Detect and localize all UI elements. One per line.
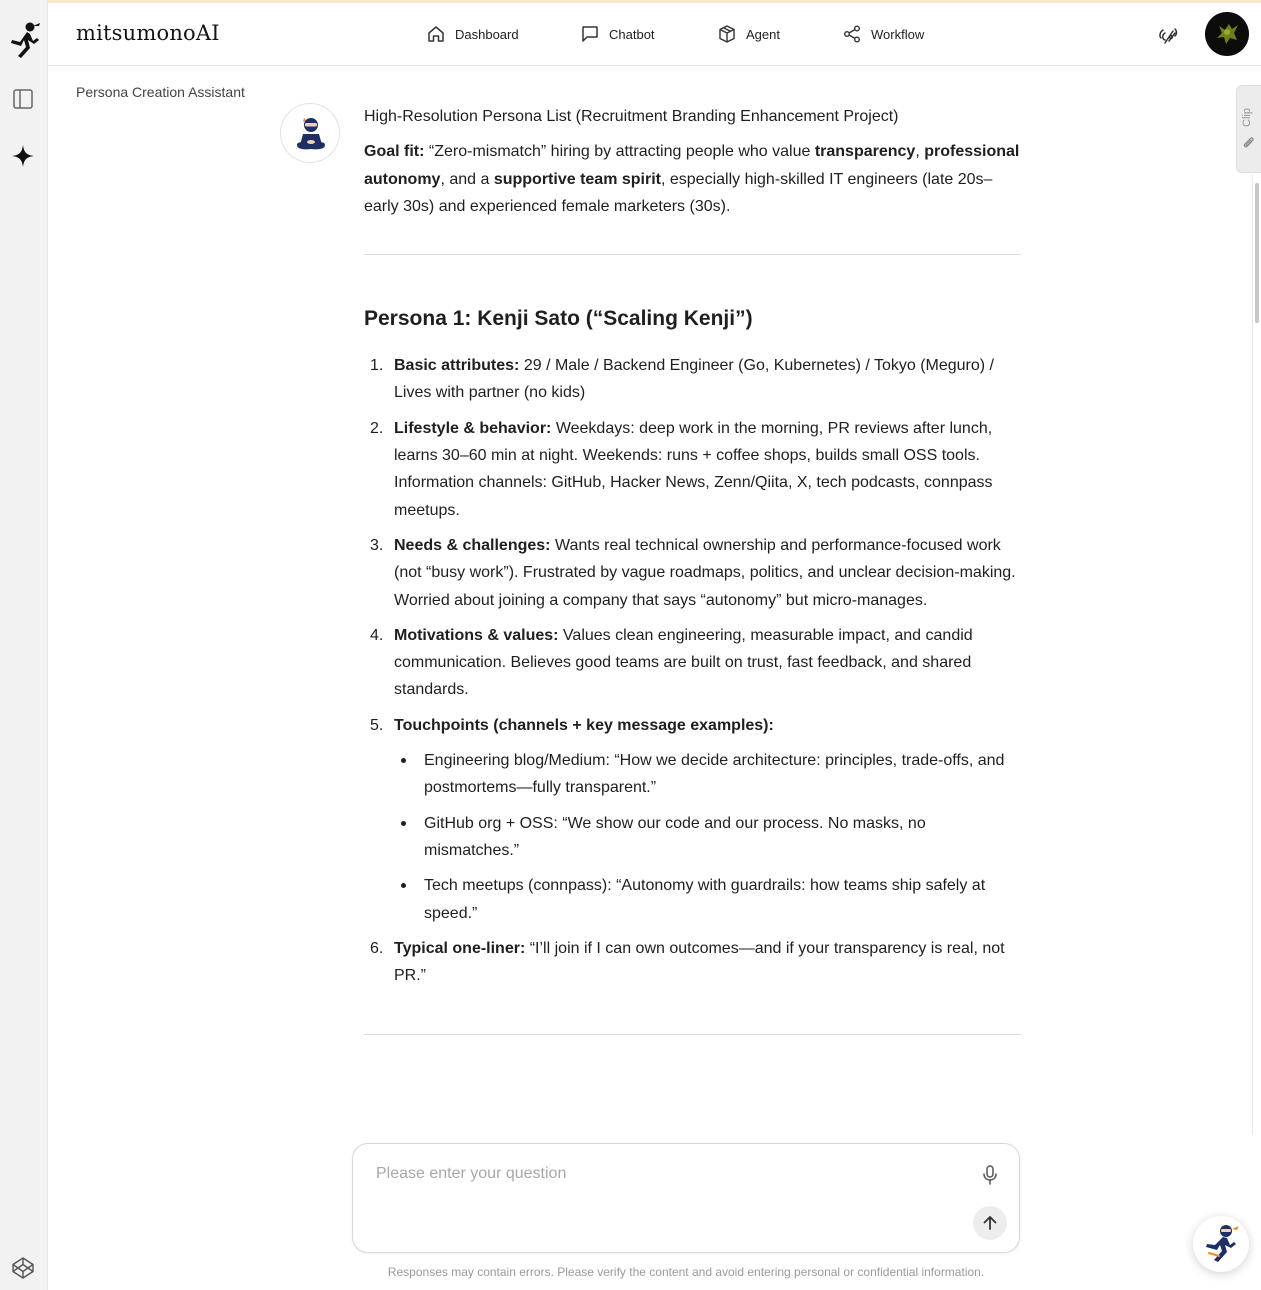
paperclip-icon <box>1242 136 1256 150</box>
divider <box>364 1034 1021 1035</box>
goal-fit-paragraph <box>364 138 1021 220</box>
goal-text-3: , and a <box>440 170 494 188</box>
list-number: 3. <box>370 536 384 554</box>
touchpoint-text: Engineering blog/Medium: “How we decide architecture: principles, trade-offs, and postmortems—fully transparent.” <box>424 752 1005 797</box>
touchpoint-text: Tech meetups (connpass): “Autonomy with guardrails: how teams ship safely at speed.” <box>424 877 986 922</box>
item-label: Needs & challenges: <box>394 536 551 554</box>
nav-chatbot-label: Chatbot <box>609 26 655 42</box>
item-label: Basic attributes: <box>394 357 520 375</box>
clip-label: Clip <box>1241 108 1253 127</box>
left-rail <box>0 0 48 1290</box>
scrollbar-thumb[interactable] <box>1255 183 1259 323</box>
item-label: Touchpoints (channels + key message examples): <box>394 716 774 734</box>
nav-workflow[interactable] <box>842 3 924 65</box>
list-item <box>364 712 1021 927</box>
list-number: 1. <box>370 357 384 375</box>
bullet <box>401 883 406 888</box>
touchpoint-text: GitHub org + OSS: “We show our code and our process. No masks, no mismatches.” <box>424 814 926 859</box>
goal-text-1: “Zero-mismatch” hiring by attracting people who value <box>424 143 815 161</box>
goal-bold-transparency: transparency <box>814 143 916 161</box>
goal-fit-label: Goal fit: <box>364 143 425 161</box>
nav-agent-label: Agent <box>746 26 780 42</box>
running-ninja-icon <box>1201 1223 1241 1265</box>
ninja-logo-icon[interactable] <box>6 20 42 60</box>
meditating-ninja-icon <box>294 115 328 153</box>
question-input[interactable] <box>376 1165 946 1225</box>
bullet <box>401 758 406 763</box>
list-number: 6. <box>370 939 384 957</box>
arrow-up-icon <box>980 1213 1000 1233</box>
list-number: 4. <box>370 626 384 644</box>
goal-bold-autonomy: professional autonomy <box>364 143 1020 188</box>
list-item <box>364 935 1021 990</box>
microphone-icon[interactable] <box>979 1164 1001 1186</box>
disclaimer-text: Responses may contain errors. Please verify the content and avoid entering personal or confidential information. <box>387 1265 985 1279</box>
breadcrumb: Persona Creation Assistant <box>76 84 245 100</box>
nav-chatbot[interactable] <box>580 3 655 65</box>
list-item <box>364 532 1021 614</box>
bullet <box>401 821 406 826</box>
list-item <box>364 352 1021 407</box>
goal-text-4: , especially high-skilled IT engineers (late 20s–early 30s) and experienced female marketers (30s). <box>364 170 993 215</box>
item-text: 29 / Male / Backend Engineer (Go, Kubernetes) / Tokyo (Meguro) / Lives with partner (no kids) <box>394 357 994 402</box>
assistant-avatar <box>280 103 340 163</box>
top-header <box>48 3 1261 66</box>
item-text: Values clean engineering, measurable impact, and candid communication. Believes good teams are built on trust, fast feedback, and shared standards. <box>394 626 973 699</box>
goal-bold-team-spirit: supportive team spirit <box>493 170 661 188</box>
persona-attribute-list <box>364 352 1021 989</box>
share-nodes-icon <box>842 24 862 44</box>
item-label: Motivations & values: <box>394 626 559 644</box>
nav-dashboard[interactable] <box>426 3 519 65</box>
list-number: 5. <box>370 716 384 734</box>
sparkle-icon[interactable] <box>11 144 35 168</box>
home-icon <box>426 24 446 44</box>
codepen-icon[interactable] <box>11 1256 35 1280</box>
item-text: “I’ll join if I can own outcomes—and if your transparency is real, not PR.” <box>394 939 1005 985</box>
user-avatar[interactable] <box>1205 12 1249 56</box>
touchpoint-item <box>394 747 1021 802</box>
floating-assistant-button[interactable] <box>1193 1216 1249 1272</box>
item-text: Wants real technical ownership and performance-focused work (not “busy work”). Frustrated by vague roadmaps, politics, and unclear decision-making. Worried about joining a company that says “autonomy” but micro-manages. <box>394 536 1016 609</box>
chat-composer <box>352 1143 1020 1253</box>
divider <box>364 254 1021 255</box>
item-text: Weekdays: deep work in the morning, PR reviews after lunch, learns 30–60 min at night. Weekends: runs + coffee shops, builds small OSS tools. Information channels: GitHub, Hacker News, Zenn/Qiita, X, tech podcasts, connpass meetups. <box>394 419 993 519</box>
sidebar-toggle-icon[interactable] <box>12 88 34 110</box>
brand-logo-text[interactable]: mitsumonoAI <box>76 21 220 45</box>
list-number: 2. <box>370 419 384 437</box>
list-item <box>364 622 1021 704</box>
list-item <box>364 415 1021 524</box>
nav-workflow-label: Workflow <box>871 26 925 42</box>
touchpoint-item <box>394 810 1021 865</box>
item-label: Typical one-liner: <box>394 939 526 957</box>
touchpoint-list <box>394 747 1021 927</box>
touchpoint-item <box>394 872 1021 927</box>
avatar-figure-icon <box>1205 12 1249 56</box>
item-label: Lifestyle & behavior: <box>394 419 552 437</box>
send-button[interactable] <box>973 1206 1007 1240</box>
chat-bubble-icon <box>580 24 600 44</box>
box-icon <box>717 24 737 44</box>
satellite-signal-icon[interactable] <box>1156 24 1180 48</box>
clip-tab[interactable] <box>1236 85 1261 173</box>
assistant-message <box>364 103 1021 1035</box>
message-title: High-Resolution Persona List (Recruitment Branding Enhancement Project) <box>364 108 899 125</box>
goal-text-2: , <box>915 143 925 161</box>
persona-heading: Persona 1: Kenji Sato (“Scaling Kenji”) <box>364 307 753 331</box>
nav-dashboard-label: Dashboard <box>455 26 519 42</box>
nav-agent[interactable] <box>717 3 780 65</box>
